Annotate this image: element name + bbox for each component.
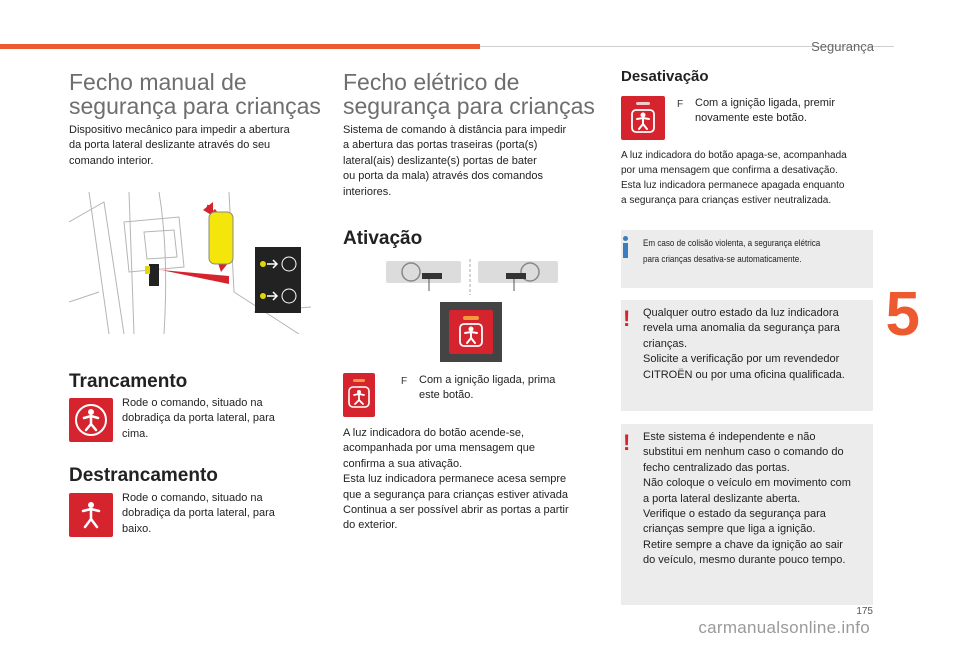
child-unlock-icon — [69, 493, 113, 537]
dashboard-location-illustration — [386, 259, 558, 295]
warning1-text: Qualquer outro estado da luz indicadora revela uma anomalia da segurança para crianças. Solicite a verificação por um revendedor CITROËN ou por uma oficina qualificada. — [643, 307, 845, 381]
activation-text: A luz indicadora do botão acende-se, acompanhada por uma mensagem que confirma a sua ativação. Esta luz indicadora permanece acesa sempre que a segurança para crianças estiver ativada Continua a ser possível abrir as portas a partir do exterior. — [343, 427, 569, 532]
info-icon — [623, 236, 629, 258]
child-lock-button[interactable] — [449, 310, 493, 354]
activation-heading: Ativação — [343, 228, 423, 249]
bullet-marker-2: F — [677, 99, 684, 110]
unlock-heading: Destrancamento — [69, 465, 218, 486]
watermark: carmanualsonline.info — [698, 618, 870, 637]
child-lock-button-panel — [440, 302, 502, 362]
info-text: Em caso de colisão violenta, a segurança elétrica para crianças desativa-se automaticamente. — [643, 238, 821, 265]
deactivation-heading: Desativação — [621, 68, 709, 85]
page-number: 175 — [856, 606, 873, 617]
child-lock-button-icon — [343, 373, 375, 417]
electric-lock-intro: Sistema de comando à distância para impedir a abertura das portas traseiras (porta(s) lateral(ais) deslizante(s) portas de bater ou porta da mala) através dos comandos interiores. — [343, 124, 567, 198]
header-accent-bar — [0, 44, 480, 49]
warning-box-1 — [621, 300, 873, 411]
chapter-number: 5 — [885, 280, 920, 349]
manual-lock-title: Fecho manual de segurança para crianças — [69, 69, 321, 119]
deactivation-bullet: Com a ignição ligada, premir novamente este botão. — [695, 97, 836, 125]
lock-heading: Trancamento — [69, 371, 188, 392]
door-hinge-illustration — [69, 192, 311, 334]
warning-box-2 — [621, 424, 873, 605]
bullet-marker: F — [401, 376, 408, 387]
info-box — [621, 230, 873, 288]
deactivation-text: A luz indicadora do botão apaga-se, acompanhada por uma mensagem que confirma a desativação. Esta luz indicadora permanece apagada enquanto a segurança para crianças estiver neutralizada. — [621, 150, 847, 206]
manual-lock-intro: Dispositivo mecânico para impedir a abertura da porta lateral deslizante através do seu comando interior. — [69, 124, 290, 167]
warning-icon-2: ! — [623, 430, 631, 455]
warning2-text: Este sistema é independente e não substitui em nenhum caso o comando do fecho centralizado das portas. Não coloque o veículo em movimento com a porta lateral deslizante aberta. Verifique o estado da segurança para crianças sempre que liga a ignição. Retire sempre a chave da ignição ao sair do veículo, mesmo durante pouco tempo. — [643, 431, 851, 567]
child-lock-icon — [69, 398, 113, 442]
activation-bullet: Com a ignição ligada, prima este botão. — [419, 374, 556, 402]
electric-lock-title: Fecho elétrico de segurança para crianças — [343, 69, 595, 119]
warning-icon: ! — [623, 306, 631, 331]
unlock-text: Rode o comando, situado na dobradiça da porta lateral, para baixo. — [122, 492, 275, 535]
section-title: Segurança — [811, 39, 874, 54]
child-lock-button-off-icon — [621, 96, 665, 140]
door-hinge-drawing — [69, 192, 311, 334]
lock-text: Rode o comando, situado na dobradiça da porta lateral, para cima. — [122, 397, 275, 440]
